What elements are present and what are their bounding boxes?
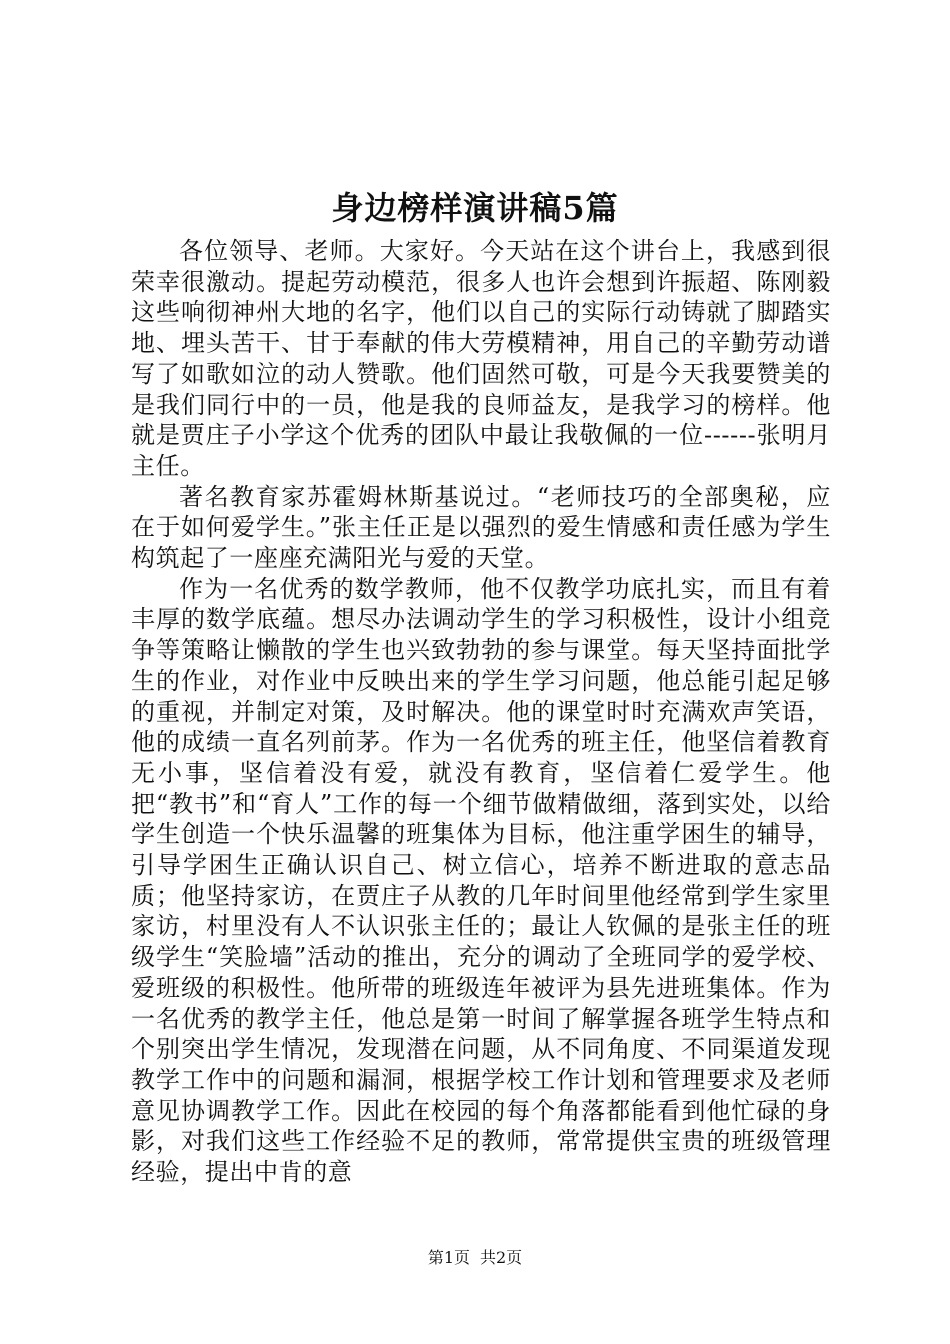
page-total: 共2页 bbox=[480, 1248, 523, 1267]
document-body bbox=[131, 236, 831, 1188]
paragraph-2: 著名教育家苏霍姆林斯基说过。“老师技巧的全部奥秘，应在于如何爱学生。”张主任正是以强烈的爱生情感和责任感为学生构筑起了一座座充满阳光与爱的天堂。 bbox=[131, 482, 831, 573]
page-number: 第1页 bbox=[427, 1248, 470, 1267]
paragraph-3: 作为一名优秀的数学教师，他不仅教学功底扎实，而且有着丰厚的数学底蕴。想尽办法调动学生的学习积极性，设计小组竞争等策略让懒散的学生也兴致勃勃的参与课堂。每天坚持面批学生的作业，对作业中反映出来的学生学习问题，他总能引起足够的重视，并制定对策，及时解决。他的课堂时时充满欢声笑语，他的成绩一直名列前茅。作为一名优秀的班主任，他坚信着教育无小事，坚信着没有爱，就没有教育，坚信着仁爱学生。他把“教书”和“育人”工作的每一个细节做精做细，落到实处，以给学生创造一个快乐温馨的班集体为目标，他注重学困生的辅导，引导学困生正确认识自己、树立信心，培养不断进取的意志品质；他坚持家访，在贾庄子从教的几年时间里他经常到学生家里家访，村里没有人不认识张主任的；最让人钦佩的是张主任的班级学生“笑脸墙”活动的推出，充分的调动了全班同学的爱学校、爱班级的积极性。他所带的班级连年被评为县先进班集体。作为一名优秀的教学主任，他总是第一时间了解掌握各班学生特点和个别突出学生情况，发现潜在问题，从不同角度、不同渠道发现教学工作中的问题和漏洞，根据学校工作计划和管理要求及老师意见协调教学工作。因此在校园的每个角落都能看到他忙碌的身影，对我们这些工作经验不足的教师，常常提供宝贵的班级管理经验，提出中肯的意 bbox=[131, 574, 831, 1187]
page-footer bbox=[0, 1247, 950, 1269]
document-title: 身边榜样演讲稿5篇 bbox=[331, 189, 619, 227]
paragraph-1: 各位领导、老师。大家好。今天站在这个讲台上，我感到很荣幸很激动。提起劳动模范，很多人也许会想到许振超、陈刚毅这些响彻神州大地的名字，他们以自己的实际行动铸就了脚踏实地、埋头苦干、甘于奉献的伟大劳模精神，用自己的辛勤劳动谱写了如歌如泣的动人赞歌。他们固然可敬，可是今天我要赞美的是我们同行中的一员，他是我的良师益友，是我学习的榜样。他就是贾庄子小学这个优秀的团队中最让我敬佩的一位------张明月主任。 bbox=[131, 237, 831, 480]
